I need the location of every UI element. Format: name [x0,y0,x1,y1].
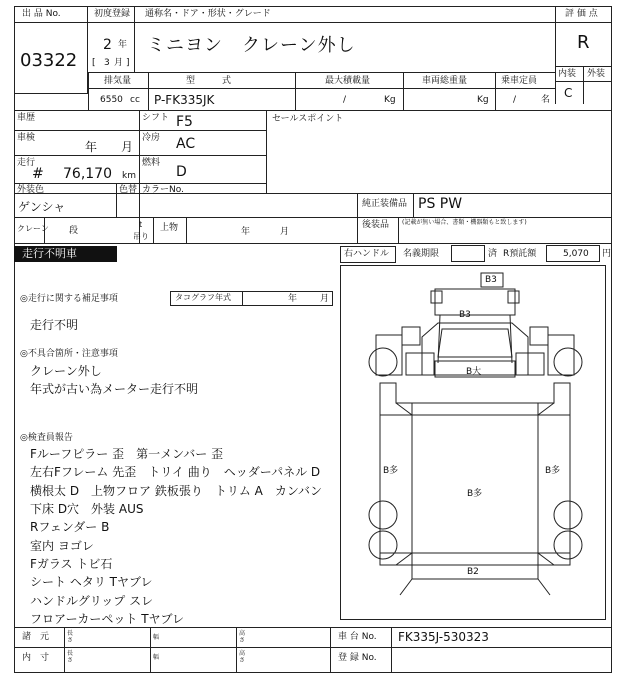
defects-heading: ◎不具合箇所・注意事項 [20,349,118,359]
damage-b-many-center: B多 [467,489,483,499]
tachograph-year: 年 [288,294,298,304]
fuel-value: D [176,164,187,180]
displacement-unit: cc [130,95,140,105]
reg-year-value: 2 [103,37,112,53]
defect-line-2: 年式が古い為メーター走行不明 [30,382,199,396]
gross-weight-unit: Kg [477,95,489,105]
selling-points-label: セールスポイント [272,114,344,124]
crane-label: クレーン [17,224,49,233]
report-line: Rフェンダー B [30,520,110,534]
specs-label: 諸 元 [22,632,50,642]
aftermarket-label: 後装品 [362,220,390,230]
body-month: 月 [280,227,290,237]
report-line: フロアーカーペット Tヤブレ [30,612,185,626]
name-change-label: 名義期限 [403,249,440,259]
reg-month-unit: 月 [114,58,124,68]
report-line: Fルーフピラー 歪 第一メンバー 歪 [30,447,224,461]
mileage-unit: km [122,171,136,181]
damage-b-many-right: B多 [545,466,561,476]
first-reg-label: 初度登録 [94,9,131,19]
reg-year-unit: 年 [118,40,128,50]
mileage-label: 走行 [17,158,36,168]
mileage-value: 76,170 [63,166,112,182]
equipment-value: PS PW [418,196,463,212]
yen-unit: 円 [602,249,612,259]
status-banner: 走行不明車 [14,246,117,262]
color-code-label: カラーNo. [142,185,184,195]
damage-b-many-left: B多 [383,466,399,476]
eval-score: R [577,32,590,53]
persons-unit: 名 [541,95,551,105]
inner-dims-label: 内 寸 [22,653,50,663]
damage-b2-rear: B2 [467,567,479,577]
damage-b-large: B大 [466,367,482,377]
defect-line-1: クレーン外し [30,364,102,378]
aftermarket-note: (記載が無い場合、書類・機器類もと致します) [402,219,527,226]
shift-value: F5 [176,114,193,130]
equipment-label: 純正装備品 [362,199,408,209]
mileage-notes-heading: ◎走行に関する補足事項 [20,294,118,304]
max-load-unit: Kg [384,95,396,105]
reg-month-value: 3 [104,58,110,68]
registration-label: 登 録 No. [338,653,377,663]
capacity-label: 乗車定員 [501,76,538,86]
mileage-prefix: # [32,166,44,182]
ac-label: 冷房 [142,133,161,143]
lot-label: 出 品 No. [22,9,61,19]
body-year: 年 [241,227,251,237]
damage-b3-front: B3 [485,275,497,285]
crane-tonnage: t [139,220,143,229]
mileage-note-text: 走行不明 [30,318,79,332]
recycle-fee-value: 5,070 [563,249,589,259]
inspector-heading: ◎検査員報告 [20,433,73,443]
length-label: 長さ [67,650,74,664]
tachograph-label: タコグラフ年式 [175,293,231,302]
inspection-label: 車検 [17,133,36,143]
max-load-slash: / [343,95,347,105]
crane-stage: 段 [69,226,79,236]
displacement-value: 6550 [100,95,123,105]
height-label: 高さ [239,630,246,644]
report-line: 下床 D穴 外装 AUS [30,502,144,516]
report-line: シート ヘタリ Tヤブレ [30,575,153,589]
shift-label: シフト [142,113,170,123]
eval-label: 評 価 点 [565,9,598,19]
max-load-label: 最大積載量 [325,76,371,86]
ext-color-label: 外装色 [17,185,45,195]
report-line: Fガラス トビ石 [30,557,113,571]
tachograph-month: 月 [320,294,330,304]
history-label: 車歴 [17,113,36,123]
report-line: 室内 ヨゴレ [30,539,94,553]
ac-value: AC [176,136,196,152]
lot-number: 03322 [20,50,78,71]
report-line: 横根太 D 上物フロア 鉄板張り トリム A カンバン [30,484,323,498]
damage-b3-cab: B3 [459,310,471,320]
chassis-value: FK335J-530323 [398,630,489,644]
grade-label: 通称名・ドア・形状・グレード [145,9,271,19]
capacity-slash: / [513,95,517,105]
exterior-label: 外装 [587,69,606,79]
model-code-label: 型 式 [186,76,232,86]
color-change-label: 色替 [119,185,138,195]
fuel-label: 燃料 [142,158,161,168]
interior-score: C [564,86,573,100]
ext-color-value: ゲンシャ [18,200,66,214]
chassis-label: 車 台 No. [338,632,377,642]
recycle-done: 済 [488,249,498,259]
interior-label: 内装 [558,69,577,79]
gross-weight-label: 車両総重量 [422,76,468,86]
model-code-value: P-FK335JK [154,93,215,107]
steering-value: 右ハンドル [344,249,390,259]
report-line: 左右Fフレーム 先歪 トリイ 曲り ヘッダーパネル D [30,465,321,479]
height-label: 高さ [239,650,246,664]
width-label: 幅 [153,634,160,641]
name-change-box [451,245,485,262]
length-label: 長さ [67,630,74,644]
body-label: 上物 [160,223,179,233]
crane-lift: 吊り [133,232,149,241]
inspection-month: 月 [121,140,134,154]
recycle-fee-label: R預託額 [503,249,537,259]
inspection-year: 年 [85,140,98,154]
report-line: ハンドルグリップ スレ [30,594,154,608]
displacement-label: 排気量 [104,76,132,86]
model-name: ミニヨン クレーン外し [147,35,356,56]
width-label: 幅 [153,654,160,661]
